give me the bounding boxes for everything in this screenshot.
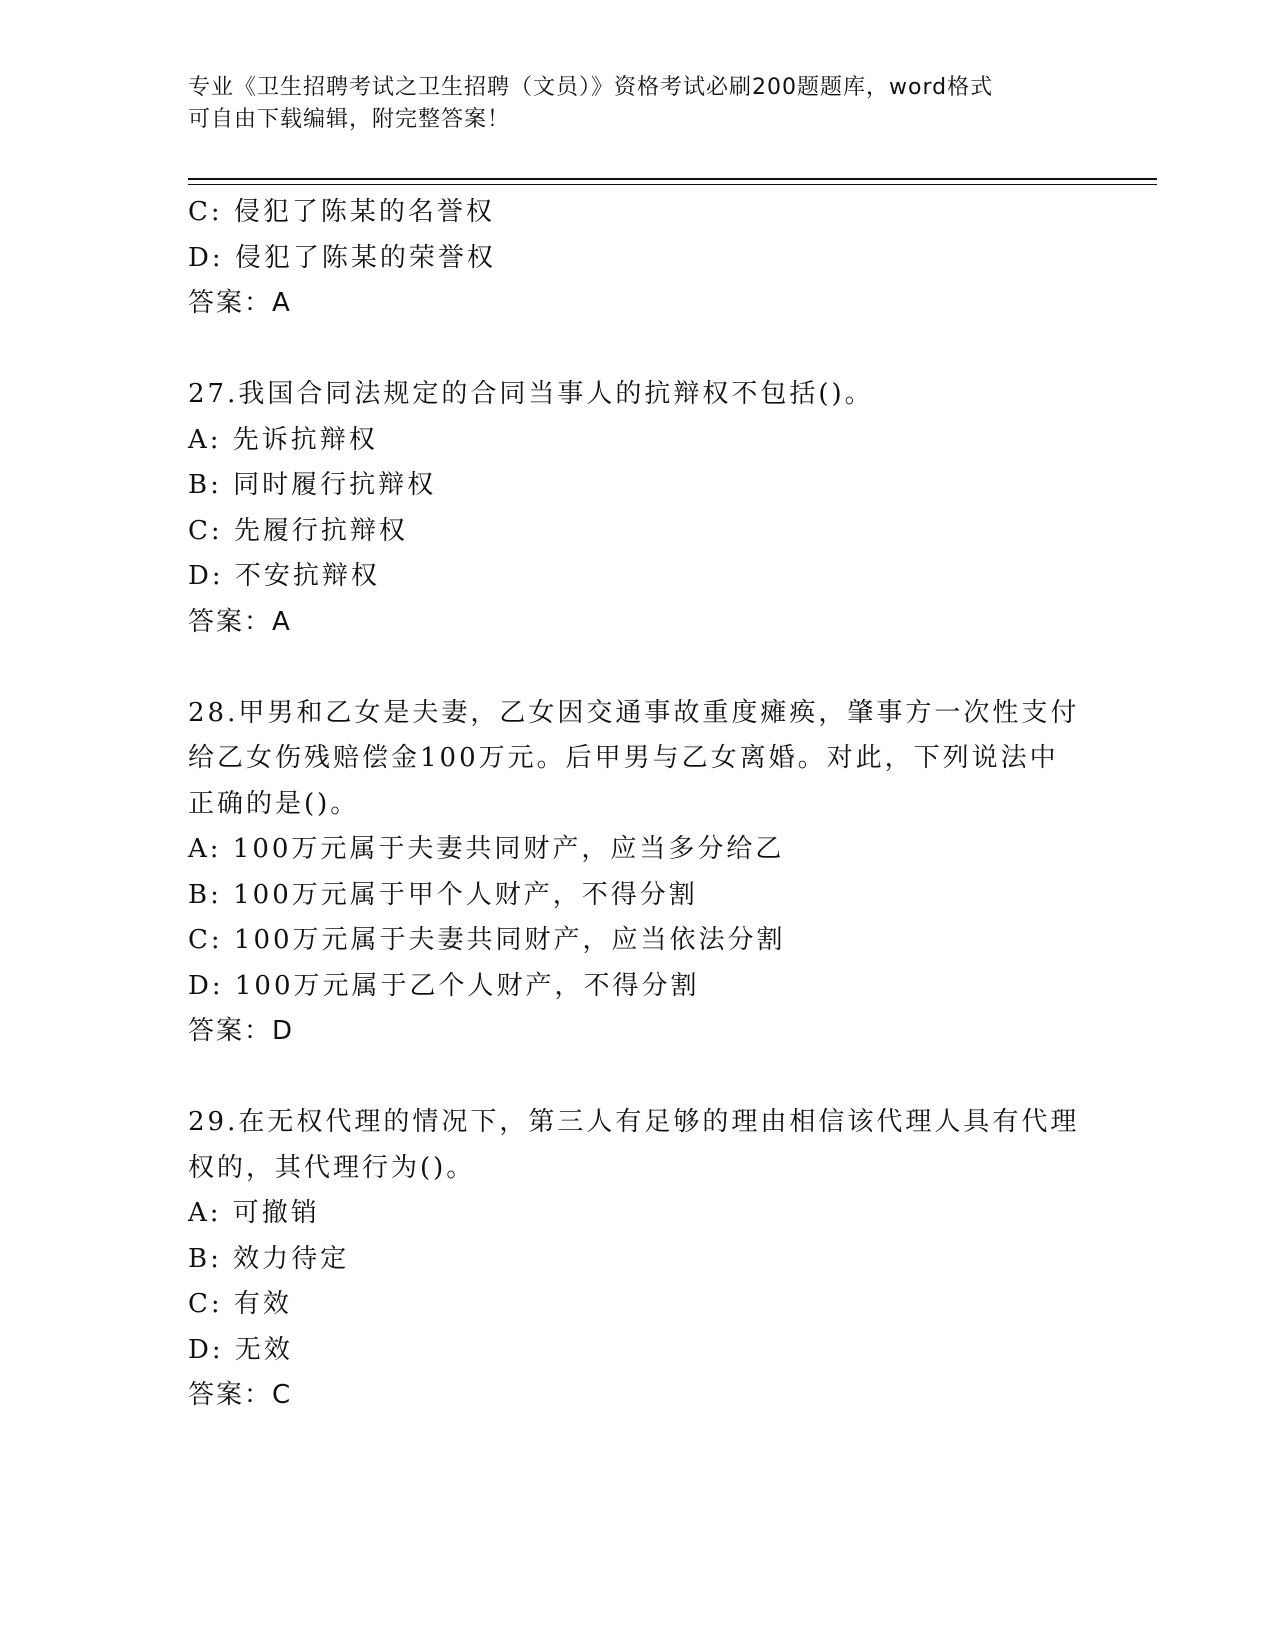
question-list [188, 190, 1088, 1419]
stem-line: 正确的是()。 [188, 788, 360, 819]
option-d: D: 侵犯了陈某的荣誉权 [188, 242, 496, 273]
option-b: B: 效力待定 [188, 1243, 350, 1274]
option-c: C: 有效 [188, 1289, 292, 1319]
question-stem [188, 372, 1088, 418]
question-stem [188, 1100, 1088, 1191]
option-d: D: 100万元属于乙个人财产，不得分割 [188, 970, 700, 1001]
option-b: B: 同时履行抗辩权 [188, 470, 437, 500]
header-divider-thick [188, 178, 1157, 180]
spacer [188, 645, 1088, 691]
option-a: A: 100万元属于夫妻共同财产，应当多分给乙 [188, 834, 785, 864]
document-header [188, 72, 1088, 136]
answer-line: 答案：A [188, 606, 292, 637]
question-26-continued [188, 190, 1088, 327]
stem-line: 29.在无权代理的情况下，第三人有足够的理由相信该代理人具有代理 [188, 1107, 1080, 1137]
question-27 [188, 372, 1088, 645]
header-line-2: 可自由下载编辑，附完整答案！ [188, 107, 511, 132]
question-29 [188, 1100, 1088, 1419]
option-a: A: 先诉抗辩权 [188, 424, 378, 455]
option-c: C: 侵犯了陈某的名誉权 [188, 197, 495, 227]
question-28 [188, 691, 1088, 1055]
option-d: D: 不安抗辩权 [188, 561, 380, 591]
option-a: A: 可撤销 [188, 1198, 320, 1228]
spacer [188, 1055, 1088, 1101]
answer-line: 答案：A [188, 288, 292, 318]
stem-line: 28.甲男和乙女是夫妻，乙女因交通事故重度瘫痪，肇事方一次性支付 [188, 697, 1080, 728]
stem-line: 给乙女伤残赔偿金100万元。后甲男与乙女离婚。对此，下列说法中 [188, 743, 1059, 773]
option-d: D: 无效 [188, 1334, 293, 1365]
header-divider-thin [188, 184, 1157, 185]
spacer [188, 327, 1088, 373]
stem-line: 权的，其代理行为()。 [188, 1152, 476, 1183]
question-stem [188, 691, 1088, 828]
option-b: B: 100万元属于甲个人财产，不得分割 [188, 879, 698, 910]
answer-line: 答案：D [188, 1016, 295, 1046]
option-c: C: 先履行抗辩权 [188, 515, 408, 546]
answer-line: 答案：C [188, 1380, 293, 1410]
stem-line: 27.我国合同法规定的合同当事人的抗辩权不包括()。 [188, 379, 874, 409]
header-line-1: 专业《卫生招聘考试之卫生招聘（文员）》资格考试必刷200题题库，word格式 [188, 75, 994, 100]
option-c: C: 100万元属于夫妻共同财产，应当依法分割 [188, 925, 786, 955]
